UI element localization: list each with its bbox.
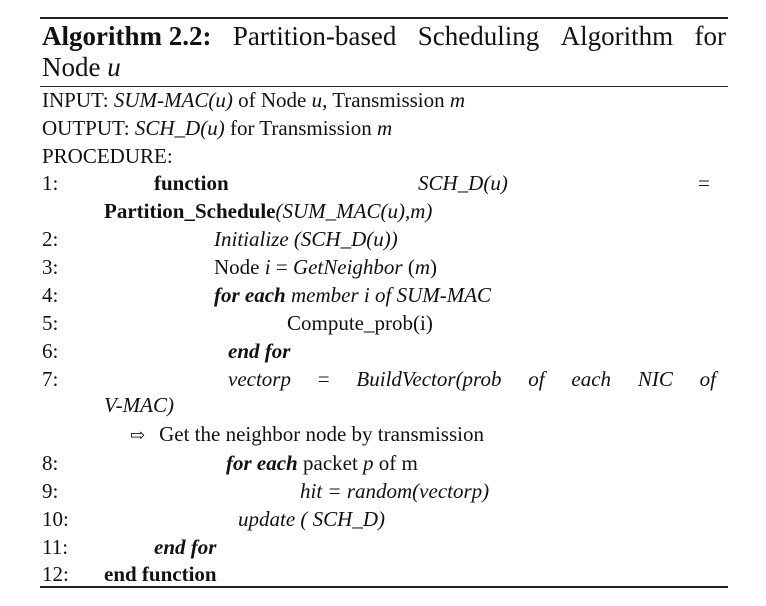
step-number: 6: [42, 339, 59, 363]
initialize-call: Initialize (SCH_D(u)) [214, 227, 398, 251]
procedure-label: PROCEDURE: [42, 144, 173, 168]
text: ) [430, 255, 438, 279]
step-number: 5: [42, 311, 59, 335]
hit-assign: hit = random(vectorp) [300, 479, 490, 503]
loop-text: member i of SUM-MAC [285, 283, 492, 307]
text: Node [214, 255, 265, 279]
input-var: SUM-MAC(u) [113, 88, 233, 112]
text: ( [402, 255, 415, 279]
title-label: Algorithm 2.2: [42, 21, 212, 51]
word: = [317, 367, 330, 391]
update-call: update ( SCH_D) [238, 507, 385, 531]
arrow-right-icon: ⇨ [130, 425, 146, 445]
word: of [528, 367, 545, 391]
step-number: 2: [42, 227, 59, 251]
step-10-text [238, 506, 385, 532]
word: vectorp [228, 367, 291, 391]
title-word: Scheduling [417, 21, 540, 51]
title-line-1 [42, 21, 726, 52]
step-2-text [214, 226, 398, 252]
step-8-text [226, 450, 418, 476]
input-m-var: m [449, 88, 466, 112]
step-12-text [104, 561, 217, 587]
bottom-rule [40, 586, 728, 588]
input-label: INPUT: [42, 88, 109, 112]
step-11-text [154, 534, 216, 560]
word: V-MAC) [104, 393, 174, 417]
var-i: i [264, 255, 271, 279]
var-m: m [414, 255, 431, 279]
step-6-text [228, 338, 290, 364]
output-m-var: m [376, 116, 393, 140]
title-word: Algorithm [560, 21, 674, 51]
input-line [42, 87, 465, 113]
getneighbor-call: GetNeighbor [292, 255, 403, 279]
title-var: u [107, 52, 121, 82]
step-number: 3: [42, 255, 59, 279]
step-5-text: Compute_prob(i) [287, 311, 433, 335]
step-1-keyword [154, 170, 229, 196]
arrow-note [130, 421, 484, 448]
step-3-text [214, 254, 437, 280]
step-number: 8: [42, 451, 59, 475]
input-node-var: u [311, 88, 323, 112]
function-args: (SUM_MAC(u),m) [275, 199, 433, 223]
title-word: Partition-based [232, 21, 397, 51]
word: NIC [637, 367, 673, 391]
end-function-keyword: end function [104, 562, 217, 586]
output-line [42, 115, 392, 141]
step-1-equals: = [698, 171, 710, 195]
function-name: Partition_Schedule [104, 199, 276, 223]
step-number: 9: [42, 479, 59, 503]
step-1-var [418, 170, 508, 196]
title-word: for [694, 21, 726, 51]
step-1-cont [104, 198, 432, 224]
output-label: OUTPUT: [42, 116, 130, 140]
step-number: 4: [42, 283, 59, 307]
for-each-keyword: for each [226, 451, 298, 475]
word: each [571, 367, 612, 391]
step-number: 10: [42, 507, 69, 531]
word: BuildVector(prob [356, 367, 502, 391]
word: of [699, 367, 716, 391]
step-number: 1: [42, 171, 59, 195]
step-9-text [300, 478, 489, 504]
top-rule [40, 17, 728, 19]
var-p: p [363, 451, 374, 475]
algorithm-title [42, 21, 726, 83]
text: = [270, 255, 293, 279]
for-each-keyword: for each [214, 283, 286, 307]
arrow-note-text: Get the neighbor node by transmission [159, 422, 484, 446]
step-number: 11: [42, 535, 69, 559]
step-number: 12: [42, 562, 69, 586]
input-text: of Node [232, 88, 312, 112]
end-for-keyword: end for [228, 339, 291, 363]
step-4-text [214, 282, 491, 308]
output-var: SCH_D(u) [134, 116, 225, 140]
step-7-cont [104, 392, 174, 418]
step-7-text [228, 366, 716, 392]
sch-d-var: SCH_D(u) [418, 171, 508, 195]
text: of m [373, 451, 418, 475]
function-keyword: function [154, 171, 229, 195]
title-word: Node [42, 52, 101, 82]
input-text-2: , Transmission [322, 88, 450, 112]
step-number: 7: [42, 367, 59, 391]
output-text: for Transmission [224, 116, 377, 140]
end-for-keyword: end for [154, 535, 217, 559]
text: packet [297, 451, 364, 475]
title-line-2 [42, 52, 726, 83]
